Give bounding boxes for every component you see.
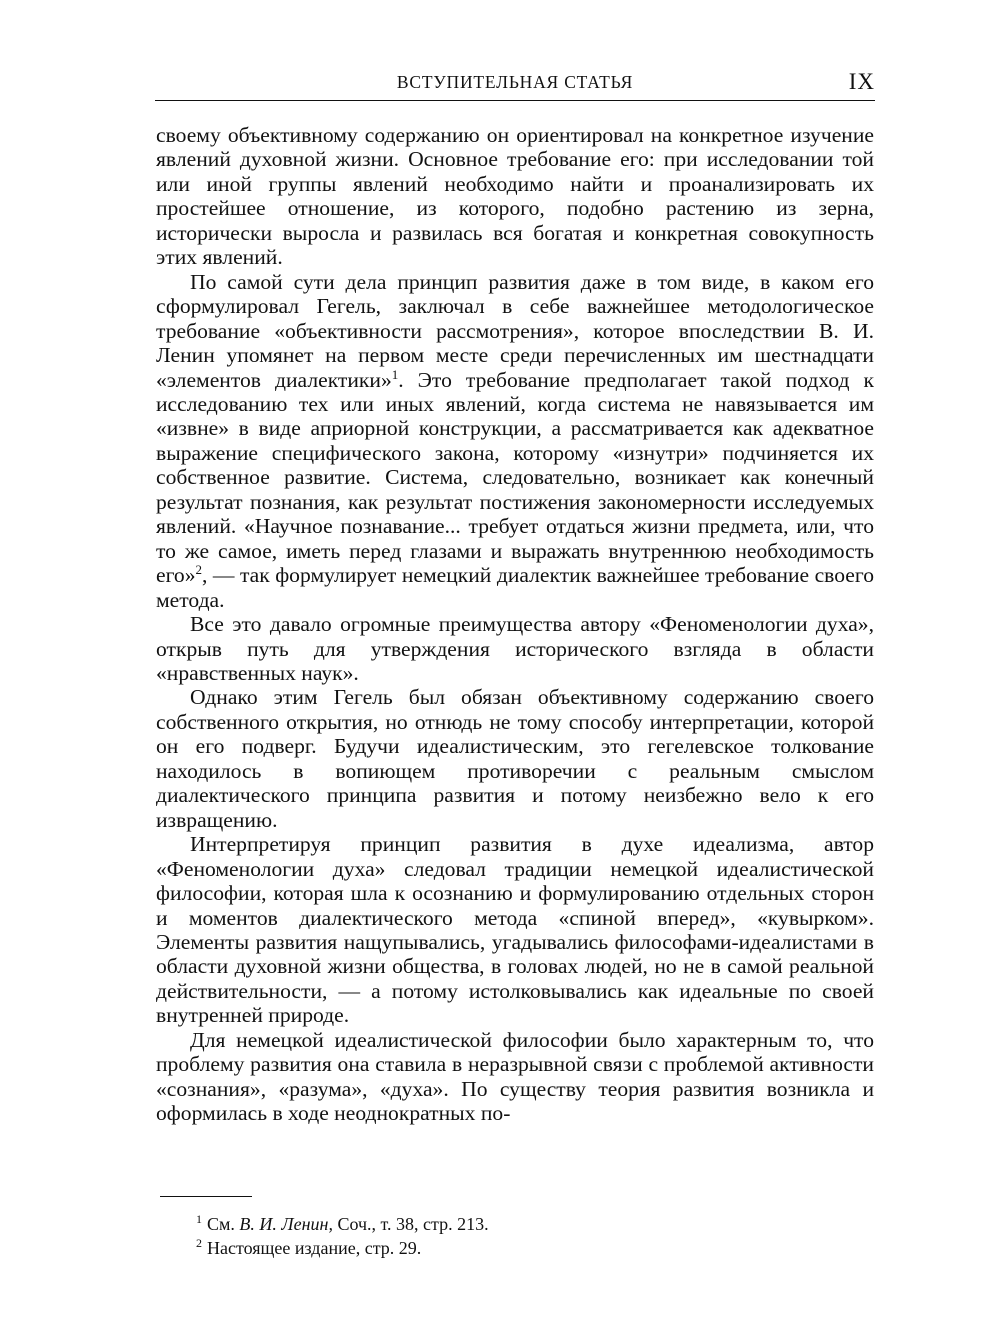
paragraph-text: Однако этим Гегель был обязан объективному содержанию своего собственного открытия, но отнюдь не тому способу интерпретации, которой он его подверг. Будучи идеалистическим, это гегелевское толкование находилось в вопиющем противоречии с реальным смыслом диалектического принципа развития и потому неизбежно вело к его извращению. bbox=[156, 685, 874, 832]
running-head bbox=[155, 69, 875, 98]
running-head-title: ВСТУПИТЕЛЬНАЯ СТАТЬЯ bbox=[396, 72, 634, 92]
footnote bbox=[196, 1212, 836, 1236]
paragraph bbox=[156, 1028, 874, 1126]
page-number: IX bbox=[848, 69, 875, 94]
paragraph-continuation bbox=[156, 123, 874, 270]
footnote-author: В. И. Ленин, bbox=[239, 1214, 333, 1234]
header-rule bbox=[155, 100, 875, 101]
paragraph-text: , — так формулирует немецкий диалектик важнейшее требование своего метода. bbox=[156, 563, 874, 612]
footnote-reference: 1 bbox=[391, 366, 399, 382]
paragraph bbox=[156, 612, 874, 685]
paragraph bbox=[156, 832, 874, 1028]
footnote-rule bbox=[160, 1196, 252, 1197]
footnote-text: Настоящее издание, стр. 29. bbox=[207, 1238, 422, 1258]
footnote-text: Соч., т. 38, стр. 213. bbox=[332, 1214, 489, 1234]
footnotes bbox=[196, 1212, 836, 1260]
footnote-reference: 2 bbox=[195, 561, 202, 577]
footnote-mark: 1 bbox=[196, 1212, 202, 1226]
paragraph bbox=[156, 270, 874, 612]
paragraph-text: Интерпретируя принцип развития в духе идеализма, автор «Феноменологии духа» следовал традиции немецкой идеалистической философии, которая шла к осознанию и формулированию отдельных сторон и моментов диалектического метода «спиной вперед», «кувырком». Элементы развития нащупывались, угадывались философами-идеалистами в области духовной жизни общества, в головах людей, но не в самой реальной действительности, — а потому истолковывались как идеальные по своей внутренней природе. bbox=[156, 832, 874, 1028]
paragraph-text: . Это требование предполагает такой подход к исследованию тех или иных явлений, когда система не навязывается им «извне» в виде априорной конструкции, а рассматривается как адекватное выражение специфического закона, которому «изнутри» подчиняется их собственное развитие. Система, следовательно, возникает как конечный результат познания, как результат постижения закономерности исследуемых явлений. «Научное познавание... требует отдаться жизни предмета, или, что то же самое, иметь перед глазами и выражать внутреннюю необходимость его» bbox=[156, 367, 874, 588]
body-text bbox=[156, 123, 874, 1126]
footnote bbox=[196, 1236, 836, 1260]
paragraph-text: Для немецкой идеалистической философии было характерным то, что проблему развития она ставила в неразрывной связи с проблемой активности «сознания», «разума», «духа». По существу теория развития возникла и оформилась в ходе неоднократных по- bbox=[156, 1027, 874, 1126]
paragraph-text: своему объективному содержанию он ориентировал на конкретное изучение явлений духовной жизни. Основное требование его: при исследовании той или иной группы явлений необходимо найти и проанализировать их простейшее отношение, из которого, подобно растению из зерна, исторически выросла и развилась вся богатая и конкретная совокупность этих явлений. bbox=[156, 123, 874, 270]
paragraph-text: Все это давало огромные преимущества автору «Феноменологии духа», открыв путь для утверждения исторического взгляда в области «нравственных наук». bbox=[156, 612, 874, 685]
paragraph bbox=[156, 685, 874, 832]
paragraph-text: По самой сути дела принцип развития даже в том виде, в каком его сформулировал Гегель, заключал в себе важнейшее методологическое требование «объективности рассмотрения», которое впоследствии В. И. Ленин упомянет на первом месте среди перечисленных им шестнадцати «элементов диалектики» bbox=[156, 269, 874, 392]
footnote-mark: 2 bbox=[196, 1236, 202, 1250]
footnote-text: См. bbox=[207, 1214, 240, 1234]
